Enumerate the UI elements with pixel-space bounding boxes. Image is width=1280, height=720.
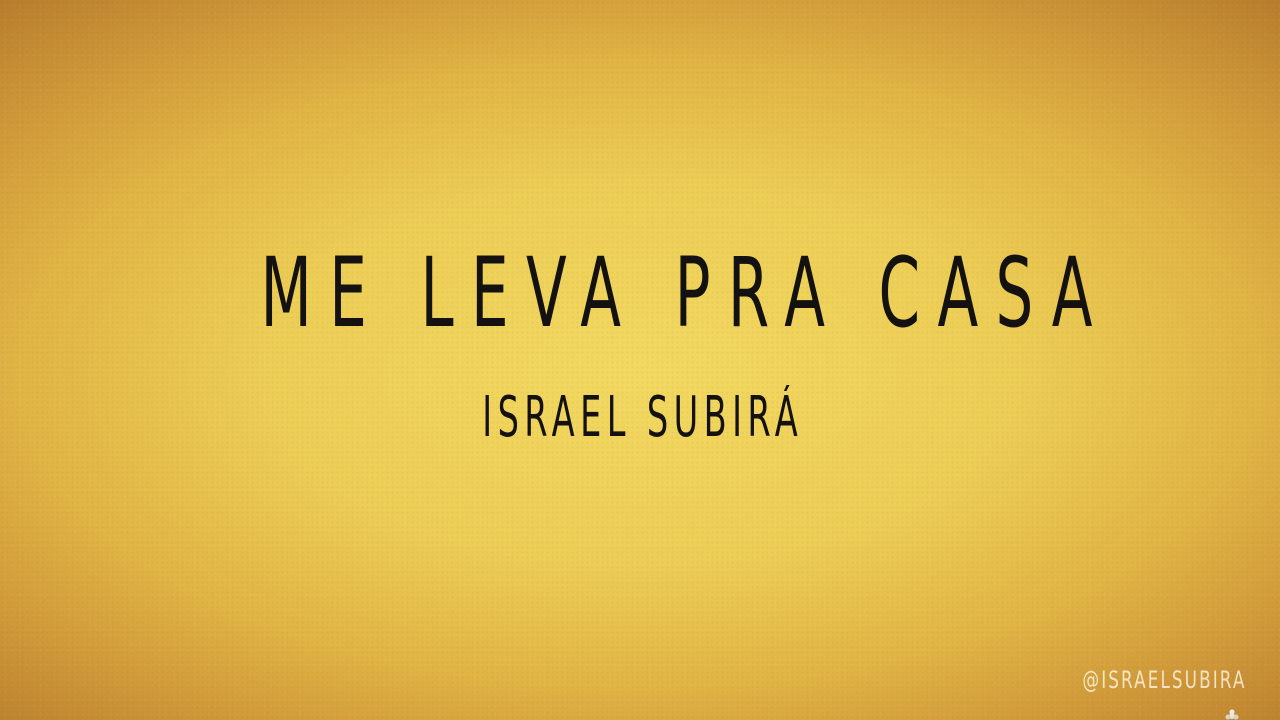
song-title: ME LEVA PRA CASA (260, 237, 1110, 349)
social-handle: @ISRAELSUBIRA (1081, 666, 1246, 694)
artist-name: ISRAEL SUBIRÁ (482, 385, 804, 450)
flower-icon (1224, 708, 1240, 720)
